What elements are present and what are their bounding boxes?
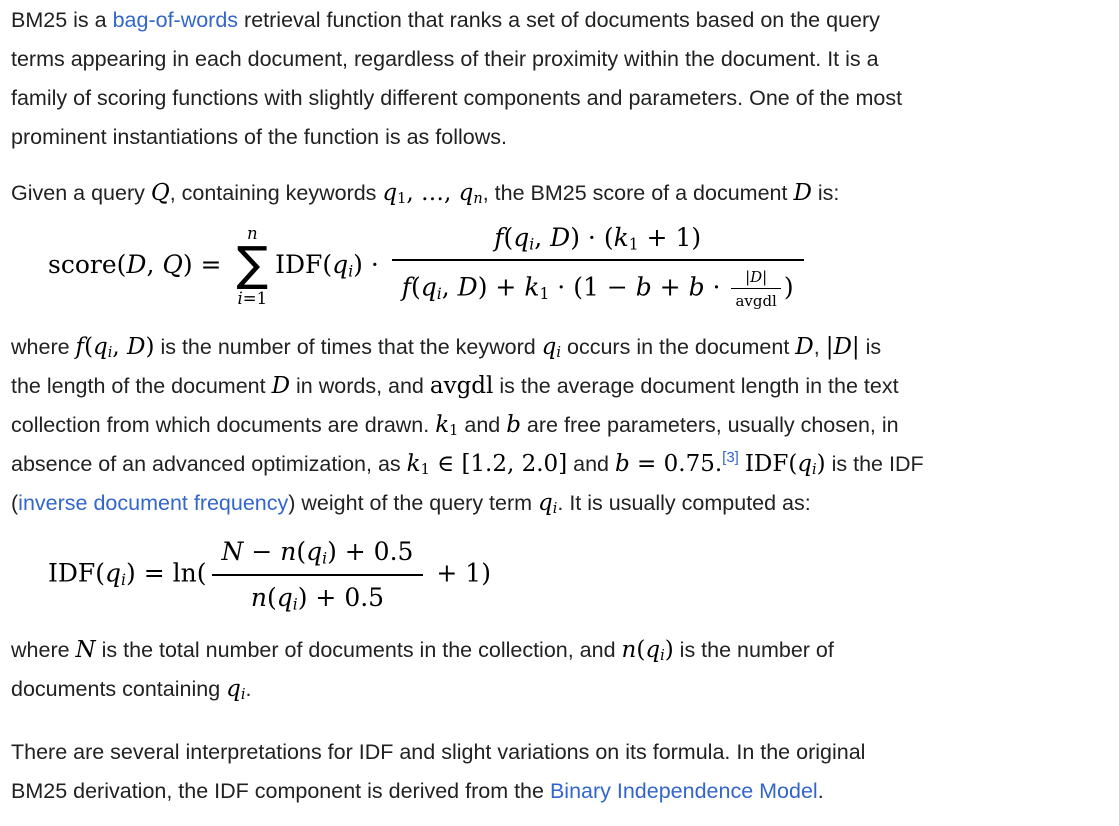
text-run: . <box>817 779 824 804</box>
math-subscript: i <box>322 549 328 568</box>
math-variable: b <box>688 272 705 302</box>
math-subscript: i <box>348 262 354 281</box>
math-text: ( <box>322 250 333 280</box>
math-text: | <box>745 268 751 287</box>
math-variable: N <box>221 537 244 567</box>
math-variable: q <box>332 250 349 280</box>
math-text: , <box>441 272 458 302</box>
math-variable: k <box>613 223 629 252</box>
paragraph-intro <box>11 1 1109 157</box>
math-text: ) · <box>353 250 387 280</box>
text-line <box>11 367 1109 406</box>
text-run: ) weight of the query term <box>288 491 539 516</box>
text-run: is the number of <box>673 638 834 663</box>
math-text: =1 <box>242 289 268 309</box>
math-text: + <box>651 272 689 302</box>
text-run: where <box>11 638 76 663</box>
math-variable: f <box>494 223 504 252</box>
wiki-link[interactable]: bag-of-words <box>112 8 239 32</box>
fraction-denominator <box>392 261 804 312</box>
math-variable: b <box>506 412 521 439</box>
math-variable: D <box>750 268 763 287</box>
text-run: is the IDF <box>825 452 924 477</box>
math-subscript: i <box>436 285 442 304</box>
math-variable: n <box>250 582 267 612</box>
math-text: ( <box>296 537 307 567</box>
math-variable: b <box>615 451 630 478</box>
math-text: ) <box>816 451 826 478</box>
paragraph-query-intro <box>11 174 1109 213</box>
math-subscript: i <box>240 687 246 704</box>
math-variable: n <box>280 537 297 567</box>
fraction-numerator <box>731 268 780 289</box>
big-paren: ) <box>783 272 794 302</box>
math-variable: Q <box>162 250 183 280</box>
text-line <box>11 670 1109 709</box>
math-subscript: i <box>292 595 298 614</box>
text-line <box>11 174 1109 213</box>
math-variable: f <box>401 272 412 302</box>
text-run: BM25 derivation, the IDF component is derived from the <box>11 779 550 804</box>
text-run: is: <box>811 181 840 205</box>
math-variable: n <box>621 637 637 664</box>
text-run: absence of an advanced optimization, as <box>11 452 407 477</box>
math-variable: q <box>645 637 661 664</box>
text-run: ( <box>11 491 19 516</box>
math-variable: q <box>541 334 557 361</box>
math-variable: i <box>237 289 243 309</box>
math-text: · <box>704 272 729 302</box>
math-text: · <box>549 272 574 302</box>
math-variable: q <box>797 451 813 478</box>
text-run: is <box>859 335 882 360</box>
math-variable: k <box>406 451 421 478</box>
text-line <box>11 328 1109 367</box>
math-variable: q <box>458 180 474 206</box>
math-subscript: i <box>812 462 817 479</box>
text-run: the length of the document <box>11 374 272 399</box>
math-variable: q <box>306 537 323 567</box>
math-subscript: 1 <box>397 191 407 208</box>
text-run: in words, and <box>290 374 430 399</box>
fraction-denominator <box>212 576 424 615</box>
math-variable: D <box>793 180 812 206</box>
math-text: + 1 <box>428 558 482 588</box>
text-run: are free parameters, usually chosen, in <box>520 413 899 438</box>
text-line <box>11 484 1109 523</box>
text-line <box>11 79 1109 118</box>
text-line <box>11 1 1109 40</box>
math-text: ( <box>95 558 106 588</box>
math-subscript: i <box>121 571 127 590</box>
paragraph-parameters <box>11 328 1109 523</box>
math-variable: D <box>833 334 852 361</box>
big-paren: ) <box>481 558 491 588</box>
math-text: ) <box>664 637 674 664</box>
math-subscript: i <box>660 648 665 665</box>
math-text: ( <box>266 582 277 612</box>
idf-formula <box>48 535 1109 615</box>
text-run: is the number of times that the keyword <box>154 335 542 360</box>
fraction-numerator <box>392 221 804 261</box>
text-run: where <box>11 335 76 360</box>
math-variable: D <box>457 272 478 302</box>
math-text: | <box>851 334 860 361</box>
math-variable: D <box>271 373 291 400</box>
math-function: score <box>48 250 117 280</box>
text-run: collection from which documents are drawn. <box>11 413 436 438</box>
math-subscript: 1 <box>420 462 430 479</box>
math-text: , <box>112 334 128 361</box>
math-function: avgdl <box>429 373 494 400</box>
math-text: , …, <box>406 180 459 206</box>
math-function: avgdl <box>735 292 777 311</box>
text-line <box>11 772 1109 811</box>
math-text: ) + <box>477 272 525 302</box>
text-run: , <box>813 335 826 360</box>
text-run: . <box>245 677 252 702</box>
math-text: ( <box>636 637 646 664</box>
text-run: Given a query <box>11 181 151 205</box>
reference-link[interactable]: [3] <box>722 449 739 467</box>
text-run: family of scoring functions with slightly different components and parameters. One of the most <box>11 86 903 110</box>
summation-operator <box>236 223 269 309</box>
paragraph-idf-terms <box>11 631 1109 709</box>
math-subscript: i <box>552 501 558 518</box>
text-run: occurs in the document <box>561 335 796 360</box>
text-line <box>11 406 1109 445</box>
math-variable: D <box>126 250 147 280</box>
math-variable: q <box>93 334 108 361</box>
text-run: terms appearing in each document, regardless of their proximity within the document. It is a <box>11 47 879 71</box>
math-text: ) = <box>126 558 173 588</box>
text-run: BM25 is a <box>11 8 113 32</box>
math-function: IDF <box>275 250 323 280</box>
math-variable: k <box>435 412 450 439</box>
wiki-link[interactable]: inverse document frequency <box>18 491 289 516</box>
math-variable: q <box>538 490 553 517</box>
text-run: There are several interpretations for IDF and slight variations on its formula. In the original <box>11 740 866 765</box>
math-text: | <box>762 268 768 287</box>
math-variable: q <box>513 223 530 252</box>
math-variable: D <box>550 223 571 252</box>
text-line <box>11 40 1109 79</box>
math-text: ) <box>145 334 155 361</box>
sum-lower-limit <box>238 291 268 308</box>
math-text: ) = <box>182 250 230 280</box>
math-text: ( <box>84 334 94 361</box>
text-line <box>11 118 1109 157</box>
fraction-numerator <box>212 535 424 575</box>
text-run: and <box>458 413 507 438</box>
wiki-link[interactable]: Binary Independence Model <box>549 779 818 804</box>
math-text: = 0.75. <box>629 451 723 478</box>
math-text: ) · ( <box>570 223 614 252</box>
math-function: IDF <box>744 451 789 478</box>
math-text: − <box>243 537 281 567</box>
math-text: , <box>534 223 551 252</box>
math-function: ln <box>172 558 197 588</box>
math-subscript: 1 <box>539 285 550 304</box>
math-variable: n <box>246 223 258 243</box>
text-run: documents containing <box>11 677 227 702</box>
text-run: , the BM25 score of a document <box>482 181 794 205</box>
math-text: ) + 0.5 <box>327 537 414 567</box>
text-run: and <box>567 452 615 477</box>
text-run: is the average document length in the text <box>493 374 899 399</box>
math-text: + 1) <box>638 223 702 252</box>
sigma-icon: ∑ <box>236 237 269 293</box>
math-text: ∈ [1.2, 2.0] <box>429 451 568 478</box>
text-run: retrieval function that ranks a set of documents based on the query <box>238 8 880 32</box>
big-paren: ( <box>196 558 207 588</box>
math-subscript: i <box>529 235 535 254</box>
math-text: ) + 0.5 <box>297 582 385 612</box>
paragraph-interpretations <box>11 733 1109 811</box>
math-subscript: n <box>473 191 483 208</box>
math-text: , <box>146 250 163 280</box>
math-text: ( <box>788 451 798 478</box>
math-variable: k <box>524 272 540 302</box>
big-paren: ( <box>573 272 583 302</box>
math-subscript: i <box>556 345 562 362</box>
math-text: 1 − <box>582 272 636 302</box>
math-function: IDF <box>48 558 96 588</box>
fraction <box>212 535 424 615</box>
math-variable: b <box>635 272 652 302</box>
text-run: prominent instantiations of the function is as follows. <box>11 125 507 149</box>
math-variable: f <box>75 334 85 361</box>
math-variable: D <box>795 334 814 361</box>
fraction <box>731 268 780 310</box>
math-text: ( <box>411 272 421 302</box>
bm25-score-formula <box>48 221 1109 312</box>
math-text: | <box>825 334 834 361</box>
text-line <box>11 733 1109 772</box>
text-run: , containing keywords <box>169 181 383 205</box>
fraction-denominator <box>731 289 780 310</box>
math-text: ( <box>503 223 514 252</box>
text-line <box>11 631 1109 670</box>
math-variable: D <box>127 334 146 361</box>
text-line <box>11 445 1109 484</box>
text-run: . It is usually computed as: <box>557 491 811 516</box>
math-variable: q <box>276 582 293 612</box>
text-run: is the total number of documents in the collection, and <box>95 638 622 663</box>
math-subscript: i <box>107 345 113 362</box>
math-variable: q <box>420 272 437 302</box>
math-variable: N <box>75 637 96 664</box>
fraction <box>392 221 804 312</box>
math-subscript: 1 <box>628 235 639 254</box>
math-variable: q <box>382 180 398 206</box>
math-variable: q <box>105 558 122 588</box>
math-subscript: 1 <box>449 423 459 440</box>
math-text: ( <box>116 250 127 280</box>
math-variable: q <box>226 676 241 703</box>
math-variable: Q <box>150 180 170 206</box>
